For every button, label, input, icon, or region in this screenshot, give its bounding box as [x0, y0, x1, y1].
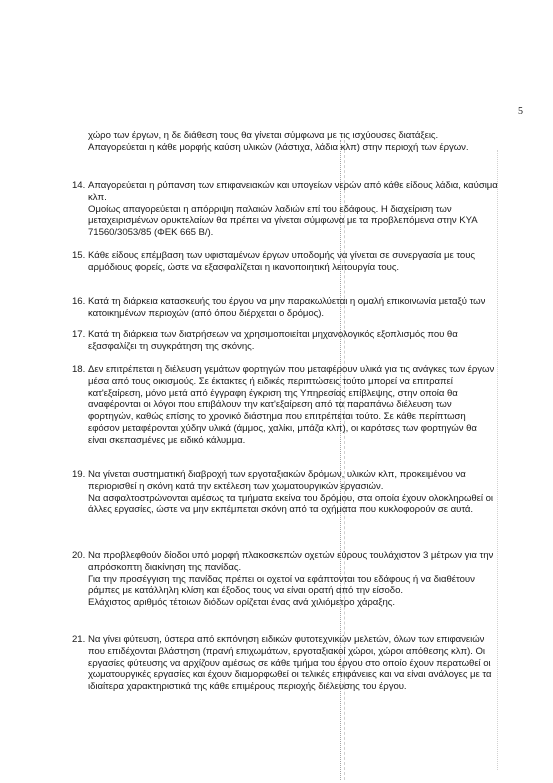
item-text: Να γίνεται συστηματική διαβροχή των εργοταξιακών δρόμων, υλικών κλπ, προκειμένου να περιορισθεί η σκόνη κατά την εκτέλεση των χωματουργικών εργασιών. [88, 469, 466, 492]
item-number: 20. [72, 550, 86, 561]
item-number: 19. [72, 469, 86, 480]
item-text: Κάθε είδους επέμβαση των υφισταμένων έργων υποδομής να γίνεται σε συνεργασία με τους αρμόδιους φορείς, ώστε να εξασφαλίζεται η ικανοποιητική λειτουργία τους. [88, 250, 475, 273]
page-number: 5 [518, 106, 523, 117]
item-text: Να γίνει φύτευση, ύστερα από εκπόνηση ειδικών φυτοτεχνικών μελετών, όλων των επιφανειών που επιδέχονται βλάστηση (πρανή επιχωμάτων, εργοταξιακοί χώροι, χώροι απόθεσης κλπ). Οι εργασίες φύτευσης να αρχίζουν αμέσως σε κάθε τμήμα του έργου στο οποίο έχουν περατωθεί οι χωματουργικές εργασίες και έχουν διαμορφωθεί οι τελικές επιφάνειες και να είναι ανάλογες με τα ιδιαίτερα χαρακτηριστικά της κάθε επιμέρους περιοχής διέλευσης του έργου. [88, 634, 492, 693]
list-item-20 [72, 550, 498, 609]
item-subparagraph: Να ασφαλτοστρώνονται αμέσως τα τμήματα εκείνα του δρόμου, στα οποία έχουν ολοκληρωθεί οι άλλες εργασίες, ώστε να μην εκπέμπεται σκόνη από τα οχήματα που κυκλοφορούν σε αυτά. [88, 492, 493, 516]
intro-paragraph: χώρο των έργων, η δε διάθεση τους θα γίνεται σύμφωνα με τις ισχύουσες διατάξεις. Απαγορεύεται η κάθε μορφής καύση υλικών (λάστιχα, λάδια κλπ) στην περιοχή των έργων. [88, 130, 469, 153]
list-item-18 [72, 364, 498, 447]
item-number: 18. [72, 364, 86, 375]
list-item-14 [72, 180, 498, 239]
item-text: Απαγορεύεται η ρύπανση των επιφανειακών και υπογείων νερών από κάθε είδους λάδια, καύσιμα κλπ. [88, 180, 498, 203]
list-item-15 [72, 250, 498, 274]
list-item-21 [72, 634, 498, 693]
list-item-17 [72, 329, 498, 353]
item-text: Κατά τη διάρκεια κατασκευής του έργου να μην παρακωλύεται η ομαλή επικοινωνία μεταξύ των κατοικημένων περιοχών (από όπου διέρχεται ο δρόμος). [88, 296, 486, 319]
item-subparagraph: Ελάχιστος αριθμός τέτοιων διόδων ορίζεται ένας ανά χιλιόμετρο χάραξης. [88, 597, 395, 609]
item-number: 17. [72, 329, 86, 340]
item-subparagraph: Ομοίως απαγορεύεται η απόρριψη παλαιών λαδιών επί του εδάφους. Η διαχείριση των μεταχειρισμένων ορυκτελαίων θα πρέπει να γίνεται σύμφωνα με τα προβλεπόμενα στην ΚΥΑ 71560/3053/85 (ΦΕΚ 665 Β/). [88, 203, 478, 239]
item-number: 14. [72, 180, 86, 191]
item-text: Να προβλεφθούν δίοδοι υπό μορφή πλακοσκεπών οχετών εύρους τουλάχιστον 3 μέτρων για την απρόσκοπτη διακίνηση της πανίδας. [88, 550, 494, 573]
list-item-19 [72, 469, 498, 516]
item-text: Κατά τη διάρκεια των διατρήσεων να χρησιμοποιείται μηχανολογικός εξοπλισμός που θα εξασφαλίζει τη συγκράτηση της σκόνης. [88, 329, 458, 352]
item-number: 21. [72, 634, 86, 645]
item-subparagraph: Για την προσέγγιση της πανίδας πρέπει οι οχετοί να εφάπτονται του εδάφους ή να διαθέτουν ράμπες με κατάλληλη κλίση και έξοδος τους να είναι ορατή από την είσοδο. [88, 573, 475, 597]
list-item-16 [72, 296, 498, 320]
item-number: 16. [72, 296, 86, 307]
item-number: 15. [72, 250, 86, 261]
item-text: Δεν επιτρέπεται η διέλευση γεμάτων φορτηγών που μεταφέρουν υλικά για τις ανάγκες των έργων μέσα από τους οικισμούς. Σε έκτακτες ή ειδικές περιπτώσεις τούτο μπορεί να επιτραπεί κατ'εξαίρεση, μόνο μετά από έγγραφη έγκριση της Υπηρεσίας επίβλεψης, στην οποία θα αναφέρονται οι λόγοι που επιβάλουν την κατ'εξαίρεση από τα παραπάνω διέλευση των φορτηγών, καθώς επίσης το χρονικό διάστημα που επιτρέπεται τούτο. Σε κάθε περίπτωση εφόσον μεταφέρονται χύδην υλικά (άμμος, χαλίκι, μπάζα κλπ), οι καρότσες των φορτηγών θα είναι σκεπασμένες με ειδικό κάλυμμα. [88, 364, 495, 446]
